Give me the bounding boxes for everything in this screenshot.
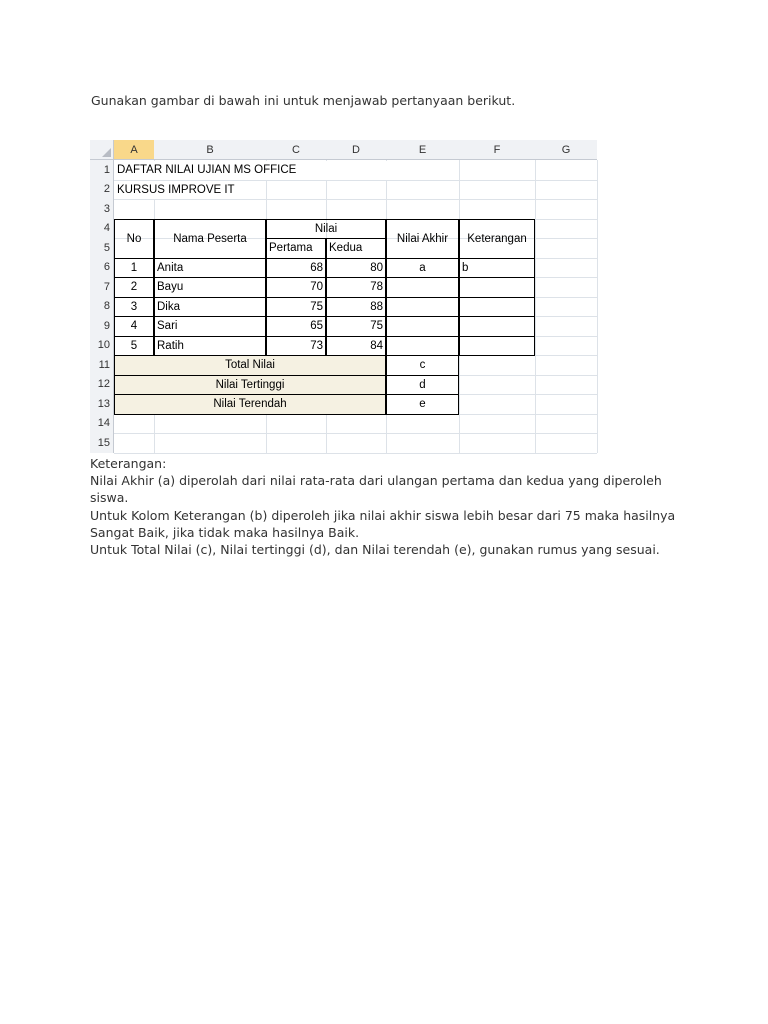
cell-kedua: 88: [326, 297, 386, 318]
column-header-f: F: [459, 140, 535, 160]
cell-pertama: 70: [266, 277, 326, 298]
header-kedua: Kedua: [326, 238, 386, 259]
row-header-9: 9: [90, 316, 114, 336]
header-nama-peserta: Nama Peserta: [154, 219, 266, 259]
column-header-c: C: [266, 140, 326, 160]
intro-text: Gunakan gambar di bawah ini untuk menjawab pertanyaan berikut.: [91, 93, 516, 108]
cell-pertama: 65: [266, 316, 326, 337]
summary-label: Total Nilai: [114, 355, 386, 376]
sheet-subtitle: KURSUS IMPROVE IT: [115, 181, 263, 200]
row-header-1: 1: [90, 160, 114, 180]
header-no: No: [114, 219, 154, 259]
row-header-8: 8: [90, 297, 114, 317]
cell-keterangan: [459, 316, 535, 337]
gridline: [535, 160, 536, 453]
cell-kedua: 75: [326, 316, 386, 337]
cell-keterangan: [459, 336, 535, 357]
summary-value: e: [386, 394, 459, 415]
header-nilai-akhir: Nilai Akhir: [386, 219, 459, 259]
spreadsheet-image: [90, 140, 598, 453]
row-header-6: 6: [90, 258, 114, 278]
cell-no: 2: [114, 277, 154, 298]
summary-label: Nilai Terendah: [114, 394, 386, 415]
column-header-border: [90, 159, 597, 160]
cell-kedua: 80: [326, 258, 386, 279]
cell-nilai-akhir: a: [386, 258, 459, 279]
row-header-5: 5: [90, 238, 114, 258]
summary-value: c: [386, 355, 459, 376]
cell-pertama: 73: [266, 336, 326, 357]
notes: [90, 455, 690, 558]
cell-keterangan: [459, 277, 535, 298]
row-header-3: 3: [90, 199, 114, 219]
notes-line-3: Untuk Total Nilai (c), Nilai tertinggi (d), dan Nilai terendah (e), gunakan rumus yang sesuai.: [90, 542, 660, 558]
cell-pertama: 68: [266, 258, 326, 279]
cell-pertama: 75: [266, 297, 326, 318]
gridline: [114, 453, 597, 454]
cell-nama: Sari: [154, 316, 266, 337]
sheet-title: DAFTAR NILAI UJIAN MS OFFICE: [115, 161, 415, 180]
cell-keterangan: b: [459, 258, 535, 279]
notes-line-2: Untuk Kolom Keterangan (b) diperoleh jika nilai akhir siswa lebih besar dari 75 maka hasilnya Sangat Baik, jika tidak maka hasilnya Baik.: [90, 507, 676, 540]
column-header-g: G: [535, 140, 597, 160]
cell-nama: Bayu: [154, 277, 266, 298]
notes-heading: Keterangan:: [90, 456, 167, 471]
gridline: [597, 160, 598, 453]
row-header-2: 2: [90, 180, 114, 200]
row-header-4: 4: [90, 219, 114, 239]
row-header-13: 13: [90, 394, 114, 414]
cell-nama: Ratih: [154, 336, 266, 357]
row-header-7: 7: [90, 277, 114, 297]
notes-line-1: Nilai Akhir (a) diperolah dari nilai rata-rata dari ulangan pertama dan kedua yang diperoleh siswa.: [90, 473, 662, 506]
column-header-b: B: [154, 140, 266, 160]
cell-nama: Dika: [154, 297, 266, 318]
cell-no: 3: [114, 297, 154, 318]
column-header-a: A: [114, 140, 154, 160]
summary-label: Nilai Tertinggi: [114, 375, 386, 396]
row-header-12: 12: [90, 375, 114, 395]
column-header-d: D: [326, 140, 386, 160]
header-pertama: Pertama: [266, 238, 326, 259]
row-header-11: 11: [90, 355, 114, 375]
cell-no: 5: [114, 336, 154, 357]
row-header-10: 10: [90, 336, 114, 356]
summary-value: d: [386, 375, 459, 396]
cell-no: 4: [114, 316, 154, 337]
cell-no: 1: [114, 258, 154, 279]
row-header-15: 15: [90, 433, 114, 453]
cell-nilai-akhir: [386, 316, 459, 337]
cell-kedua: 84: [326, 336, 386, 357]
gridline: [114, 433, 597, 434]
cell-nilai-akhir: [386, 336, 459, 357]
cell-keterangan: [459, 297, 535, 318]
cell-kedua: 78: [326, 277, 386, 298]
header-keterangan: Keterangan: [459, 219, 535, 259]
gridline: [114, 199, 597, 200]
cell-nama: Anita: [154, 258, 266, 279]
cell-nilai-akhir: [386, 297, 459, 318]
select-all-corner: [90, 140, 114, 160]
row-header-14: 14: [90, 414, 114, 434]
cell-nilai-akhir: [386, 277, 459, 298]
header-nilai: Nilai: [266, 219, 386, 240]
column-header-e: E: [386, 140, 459, 160]
